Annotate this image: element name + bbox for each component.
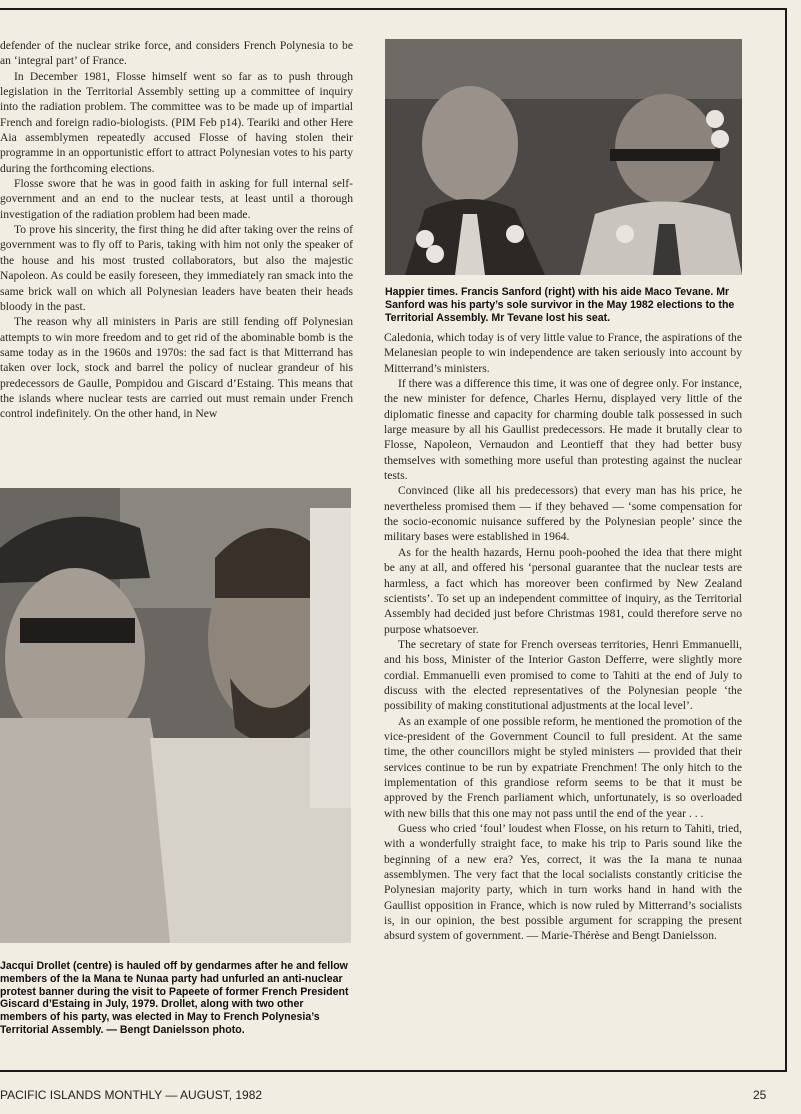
right-paragraph: If there was a difference this time, it was one of degree only. For instance, the new minister for defence, Charles Hernu, displayed very little of the diplomatic finesse and capacity for charming double talk possessed in such large measure by all his Gaullist predecessors. He made it brutally clear to Flosse, Napoleon, Vernaudon and Leontieff that they had better busy themselves with something more useful than protesting against the nuclear tests. bbox=[384, 377, 742, 483]
right-paragraph: Guess who cried ‘foul’ loudest when Flosse, on his return to Tahiti, tried, with a wonderfully straight face, to make his trip to Paris sound like the beginning of a new era? Yes, correct, it was the Ia mana te nunaa assemblymen. The very fact that the local socialists constantly criticise the Polynesian majority party, which in turn works hand in hand with the Gaullist opposition in France, which is now ruled by Mitterrand’s socialists is, in our opinion, the best possible argument for scrapping the present absurd system of government. — Marie-Thérèse and Bengt Danielsson. bbox=[384, 822, 742, 943]
right-paragraph: The secretary of state for French overseas territories, Henri Emmanuelli, and his boss, Minister of the Interior Gaston Defferre, were slightly more cordial. Emmanuelli even promised to come to Tahiti at the end of July to discuss with the elected representatives of the Polynesian people ‘the possibility of making constitutional adjustments at the local level’. bbox=[384, 637, 742, 713]
left-paragraph: defender of the nuclear strike force, and considers French Polynesia to be an ‘integral part’ of France. bbox=[0, 39, 353, 68]
caption-bottom-photo: Jacqui Drollet (centre) is hauled off by gendarmes after he and fellow members of the Ia Mana te Nunaa party had unfurled an anti-nuclear protest banner during the visit to Papeete of former French President Giscard d’Estaing in July, 1979. Drollet, along with two other members of his party, was elected in May to French Polynesia’s Territorial Assembly. — Bengt Danielsson photo. bbox=[0, 960, 349, 1036]
left-paragraph: To prove his sincerity, the first thing he did after taking over the reins of government was to fly off to Paris, taking with him not only the speaker of the house and his most trusted collaborators, but also the majestic Napoleon. As could be easily foreseen, they immediately ran smack into the same brick wall on which all Polynesian leaders have beaten their heads bloody in the past. bbox=[0, 223, 353, 313]
photo-drollet-gendarmes bbox=[0, 488, 351, 943]
page-number: 25 bbox=[753, 1088, 767, 1102]
right-column-text bbox=[384, 330, 742, 944]
right-paragraph: Convinced (like all his predecessors) that every man has his price, he nevertheless promised them — if they behaved — ‘some compensation for the socio-economic nuisance suffered by the Polynesian people’ since the military bases were established in 1964. bbox=[384, 484, 742, 544]
left-column-text bbox=[0, 38, 353, 422]
caption-top-photo: Happier times. Francis Sanford (right) with his aide Maco Tevane. Mr Sanford was his party’s sole survivor in the May 1982 elections to the Territorial Assembly. Mr Tevane lost his seat. bbox=[385, 286, 735, 324]
left-paragraph: Flosse swore that he was in good faith in asking for full internal self-government and an end to the nuclear tests, at least until a thorough investigation of the radiation problem had been made. bbox=[0, 177, 353, 221]
right-paragraph: As for the health hazards, Hernu pooh-poohed the idea that there might be any at all, and offered his ‘personal guarantee that the nuclear tests are harmless, a fact which has moreover been confirmed by New Zealand scientists’. To set up an independent committee of inquiry, as the Territorial Assembly had decided just before Christmas 1981, could therefore serve no purpose whatsoever. bbox=[384, 545, 742, 636]
right-paragraph: Caledonia, which today is of very little value to France, the aspirations of the Melanesian people to win independence are taken seriously into account by Mitterrand’s ministers. bbox=[384, 331, 742, 375]
left-paragraph: In December 1981, Flosse himself went so far as to push through legislation in the Territorial Assembly setting up a committee of inquiry into the radiation problem. The committee was to be made up of impartial French and foreign radio-biologists. (PIM Feb p14). Teariki and other Here Aia assemblymen repeatedly accused Flosse of having stolen their programme in an opportunistic effort to attract Polynesian votes to his party during the forthcoming elections. bbox=[0, 69, 353, 175]
left-paragraph: The reason why all ministers in Paris are still fending off Polynesian attempts to win more freedom and to get rid of the abominable bomb is the same today as in the 1960s and 1970s: the sad fact is that Mitterrand has taken over lock, stock and barrel the policy of nuclear grandeur of his predecessors de Gaulle, Pompidou and Giscard d’Estaing. This means that the islands where nuclear tests are carried out must remain under French control indefinitely. On the other hand, in New bbox=[0, 315, 353, 421]
footer-publication: PACIFIC ISLANDS MONTHLY — AUGUST, 1982 bbox=[0, 1088, 263, 1102]
right-paragraph: As an example of one possible reform, he mentioned the promotion of the vice-president of the Government Council to full president. At the same time, the other councillors might be styled ministers — provided that their services continue to be run by expatriate Frenchmen! The only hitch to the implementation of this grandiose reform seems to be that it must be approved by the French parliament which, unfortunately, is so overloaded with new bills that this one may not pass until the end of the year . . . bbox=[384, 714, 742, 820]
photo-sanford-tevane bbox=[385, 39, 742, 275]
